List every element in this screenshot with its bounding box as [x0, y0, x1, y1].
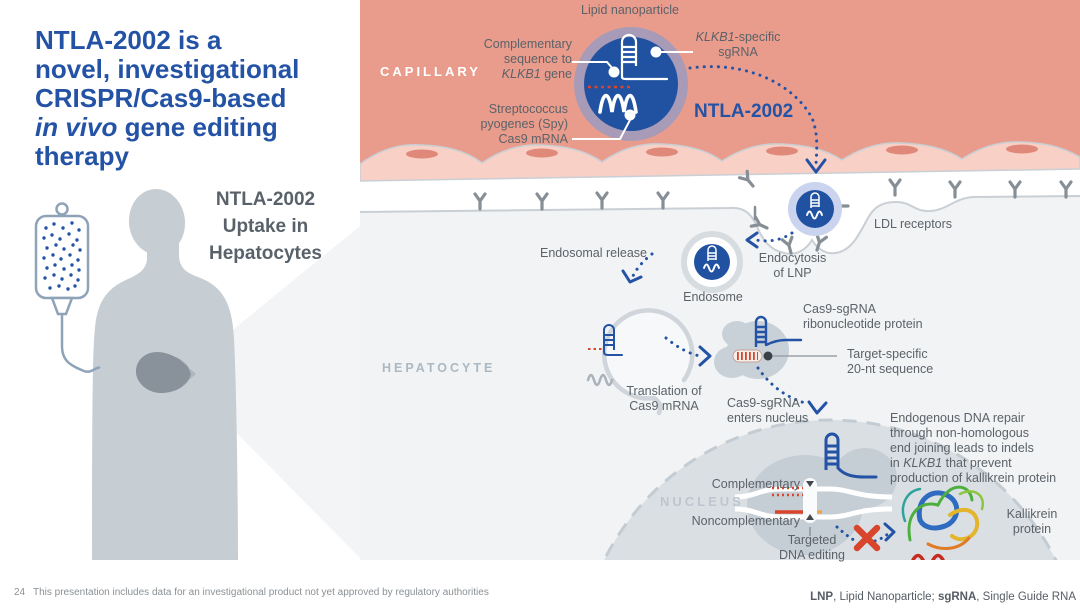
- label-line: Complementary: [483, 37, 572, 51]
- label-line: gene: [540, 67, 572, 81]
- note-text: Endogenous DNA repair through non-homologous end joining leads to indels in: [890, 411, 1034, 470]
- abbrev-def: , Single Guide RNA: [976, 591, 1076, 603]
- sgrna-label: [683, 30, 793, 60]
- complementary-strand-label: Complementary: [711, 477, 800, 491]
- note-text: that prevent production of kallikrein protein: [890, 456, 1057, 485]
- title-line: novel, investigational: [35, 54, 300, 84]
- gene-name: KLKB1: [695, 30, 735, 44]
- slide-title: [35, 26, 299, 171]
- noncomplementary-strand-label: Noncomplementary: [691, 514, 800, 528]
- hepatocyte-region-label: HEPATOCYTE: [382, 361, 496, 375]
- gene-name: KLKB1: [903, 456, 943, 470]
- title-line: therapy: [35, 141, 129, 171]
- enters-nucleus-label: Cas9-sgRNA enters nucleus: [727, 396, 809, 425]
- capillary-wall: [360, 0, 1080, 181]
- translation-label: Translation of Cas9 mRNA: [626, 384, 702, 413]
- dna-repair-note: [890, 396, 1080, 486]
- endosome-icon: [684, 234, 740, 290]
- title-italic: in vivo: [35, 112, 118, 142]
- abbrev-term: LNP: [810, 591, 834, 603]
- endosome-label: Endosome: [683, 290, 743, 304]
- capillary-region-label: CAPILLARY: [380, 64, 481, 79]
- abbrev-term: sgRNA: [937, 591, 977, 603]
- abbreviations: [810, 591, 1076, 603]
- ntla-product-label: NTLA-2002: [694, 101, 794, 122]
- uptake-caption: NTLA-2002 Uptake in Hepatocytes: [209, 189, 322, 264]
- title-line: CRISPR/Cas9-based: [35, 83, 287, 113]
- membrane-lnp-icon: [788, 182, 842, 236]
- nucleus-region-label: NUCLEUS: [660, 494, 744, 509]
- complementary-sequence-label: [450, 37, 572, 82]
- endocytosis-label: Endocytosis of LNP: [758, 251, 827, 280]
- title-line: NTLA-2002 is a: [35, 25, 222, 55]
- lnp-heading: Lipid nanoparticle: [581, 3, 679, 17]
- targeted-editing-label: Targeted DNA editing: [778, 533, 845, 562]
- ldl-receptors-label: LDL receptors: [874, 217, 953, 231]
- gene-name: KLKB1: [501, 67, 541, 81]
- abbrev-def: , Lipid Nanoparticle;: [833, 591, 938, 603]
- label-line: sgRNA: [718, 45, 758, 59]
- spy-cas9-label: Streptococcus pyogenes (Spy) Cas9 mRNA: [480, 102, 568, 146]
- title-line: gene editing: [117, 112, 278, 142]
- endosomal-release-label: Endosomal release: [540, 246, 648, 260]
- label-line: -specific: [734, 30, 781, 44]
- kallikrein-label: Kallikrein protein: [1006, 507, 1058, 536]
- target-sequence-label: Target-specific 20-nt sequence: [847, 347, 934, 376]
- label-line: sequence to: [503, 52, 572, 66]
- page-number: 24: [14, 587, 26, 598]
- rnp-label: Cas9-sgRNA ribonucleotide protein: [803, 302, 923, 331]
- disclaimer: This presentation includes data for an investigational product not yet approved by regulatory authorities: [33, 587, 489, 598]
